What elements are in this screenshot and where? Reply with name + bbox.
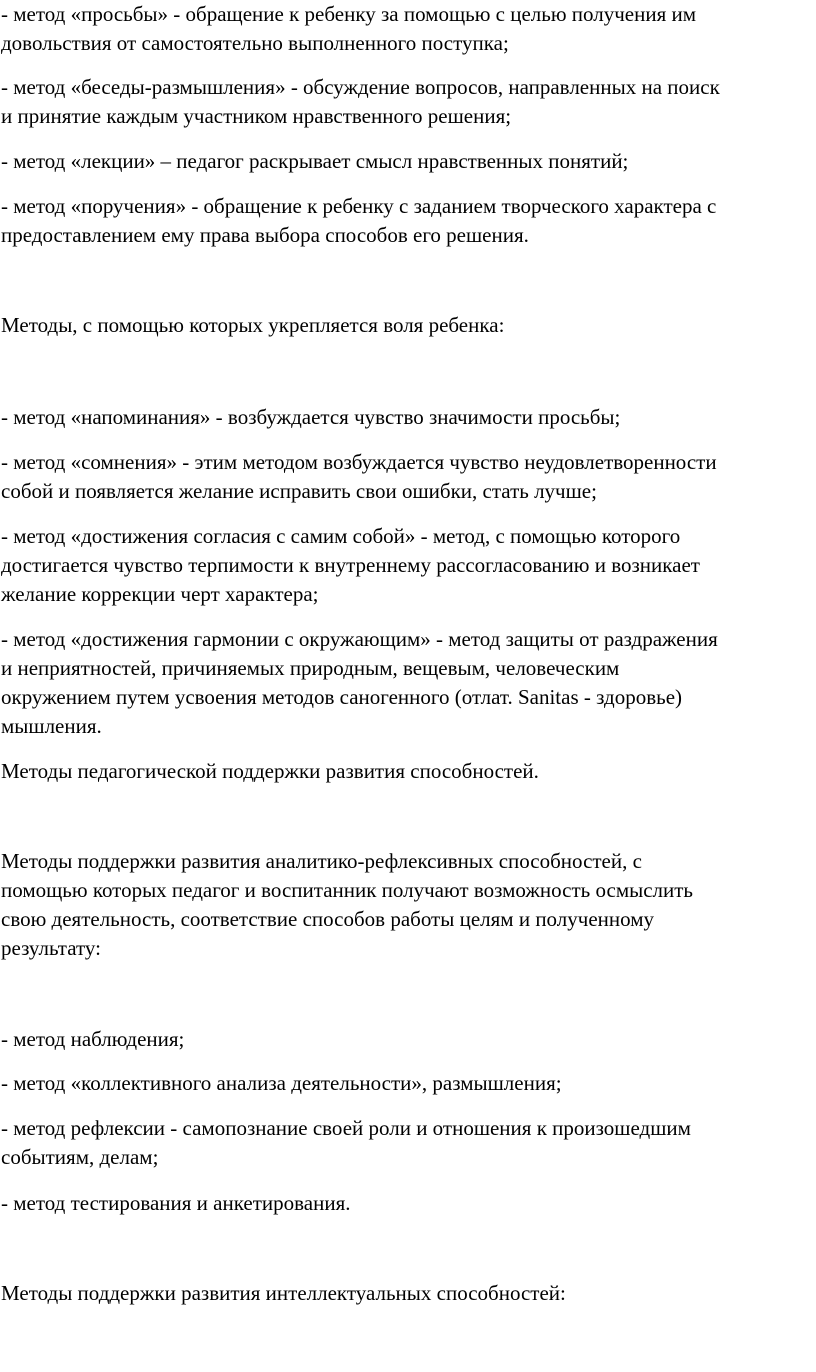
text-line: Методы, с помощью которых укрепляется воля ребенка: [1, 313, 505, 337]
text-line: мышления. [1, 714, 102, 738]
text-line: - метод «коллективного анализа деятельности», размышления; [1, 1071, 562, 1095]
text-line: Методы поддержки развития аналитико-рефлексивных способностей, с [1, 849, 642, 873]
paragraph-method-doubt [1, 448, 815, 506]
text-line: - метод наблюдения; [1, 1027, 185, 1051]
text-line: достигается чувство терпимости к внутреннему рассогласованию и возникает [1, 553, 700, 577]
text-line: - метод «просьбы» - обращение к ребенку за помощью с целью получения им [1, 2, 697, 26]
paragraph-method-lecture [1, 147, 815, 176]
paragraph-method-collective-analysis [1, 1069, 815, 1098]
text-line: помощью которых педагог и воспитанник получают возможность осмыслить [1, 878, 694, 902]
text-line: - метод «достижения гармонии с окружающим» - метод защиты от раздражения [1, 627, 718, 651]
text-line: довольствия от самостоятельно выполненного поступка; [1, 31, 509, 55]
text-line: - метод «беседы-размышления» - обсуждение вопросов, направленных на поиск [1, 75, 720, 99]
paragraph-method-conversation [1, 73, 815, 131]
text-line: - метод «сомнения» - этим методом возбуждается чувство неудовлетворенности [1, 450, 717, 474]
text-line: Методы педагогической поддержки развития способностей. [1, 759, 539, 783]
paragraph-will-methods-heading [1, 311, 815, 340]
text-line: Методы поддержки развития интеллектуальных способностей: [1, 1281, 566, 1305]
text-line: - метод рефлексии - самопознание своей роли и отношения к произошедшим [1, 1116, 691, 1140]
paragraph-method-harmony [1, 625, 815, 741]
text-line: и неприятностей, причиняемых природным, вещевым, человеческим [1, 656, 620, 680]
text-line: окружением путем усвоения методов саногенного (отлат. Sanitas - здоровье) [1, 685, 683, 709]
paragraph-intellectual-methods-heading [1, 1279, 815, 1308]
text-line: - метод тестирования и анкетирования. [1, 1191, 351, 1215]
text-line: предоставлением ему права выбора способов его решения. [1, 223, 529, 247]
text-line: - метод «достижения согласия с самим собой» - метод, с помощью которого [1, 524, 681, 548]
paragraph-support-methods-heading [1, 757, 815, 786]
text-line: событиям, делам; [1, 1145, 159, 1169]
paragraph-method-reminder [1, 403, 815, 432]
text-line: собой и появляется желание исправить свои ошибки, стать лучше; [1, 479, 597, 503]
paragraph-method-observation [1, 1025, 815, 1054]
text-line: свою деятельность, соответствие способов работы целям и полученному [1, 907, 655, 931]
paragraph-method-reflection [1, 1114, 815, 1172]
paragraph-method-self-agreement [1, 522, 815, 609]
paragraph-method-assignment [1, 192, 815, 250]
text-line: и принятие каждым участником нравственного решения; [1, 104, 512, 128]
paragraph-method-testing [1, 1189, 815, 1218]
text-line: - метод «напоминания» - возбуждается чувство значимости просьбы; [1, 405, 621, 429]
text-line: желание коррекции черт характера; [1, 582, 319, 606]
text-line: - метод «поручения» - обращение к ребенку с заданием творческого характера с [1, 194, 717, 218]
text-line: - метод «лекции» – педагог раскрывает смысл нравственных понятий; [1, 149, 629, 173]
text-line: результату: [1, 936, 101, 960]
paragraph-method-request [1, 0, 815, 58]
paragraph-analytic-reflexive-methods [1, 847, 815, 963]
